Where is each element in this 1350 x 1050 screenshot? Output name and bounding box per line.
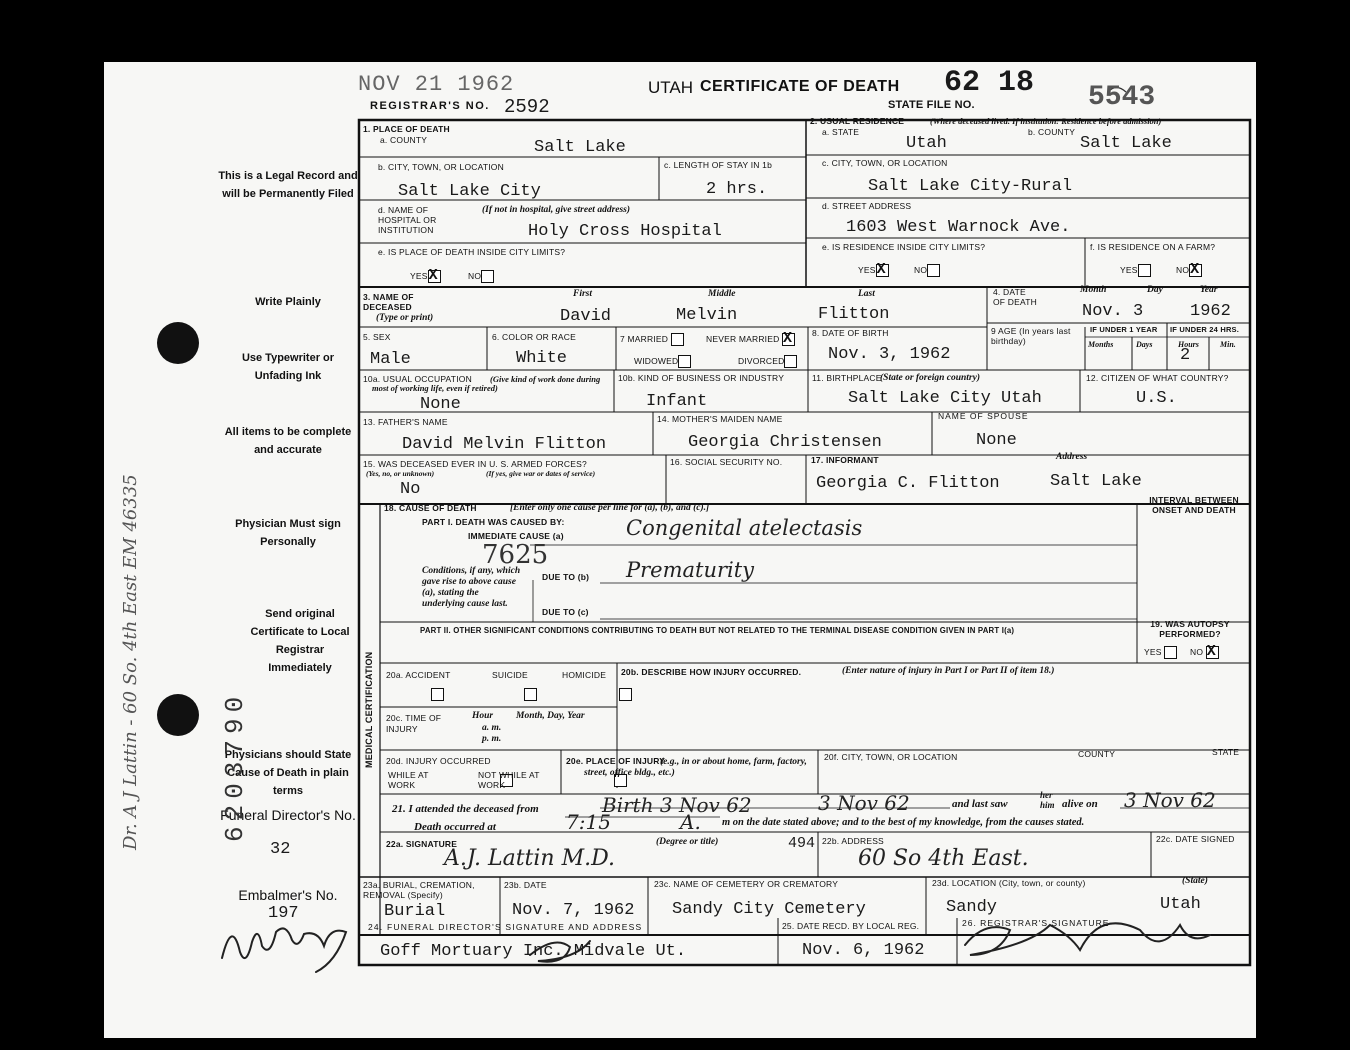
margin-note-physician: Physician Must sign Personally <box>235 518 341 548</box>
farm-yes[interactable] <box>1120 264 1151 277</box>
race: White <box>516 349 568 368</box>
last-label: Last <box>858 289 875 299</box>
handwritten-physician-note: Dr. A J Lattin - 60 So. 4th East EM 46335 <box>120 474 141 850</box>
never-married-option[interactable] <box>706 333 795 346</box>
length-of-stay: 2 hrs. <box>706 180 768 199</box>
attended-from: Birth 3 Nov 62 <box>602 793 752 817</box>
month-day-year-label: Month, Day, Year <box>516 711 585 721</box>
residence-inside-city-label: e. IS RESIDENCE INSIDE CITY LIMITS? <box>822 242 986 252</box>
am-label: a. m. <box>482 723 502 733</box>
first-name: David <box>560 307 612 326</box>
physician-address-label: 22b. ADDRESS <box>822 836 884 846</box>
death-inside-no[interactable] <box>468 270 494 283</box>
state-file-label: STATE FILE NO. <box>888 99 975 111</box>
yes-checkbox[interactable] <box>428 270 441 283</box>
cause-of-death-note: [Enter only one cause per line for (a), (b), and (c).] <box>510 503 710 513</box>
margin-note-complete: All items to be complete and accurate <box>224 426 352 456</box>
alive-on-label: alive on <box>1062 798 1098 810</box>
embalmer-no: 197 <box>268 904 299 923</box>
funeral-director-no: 32 <box>270 840 291 859</box>
state-file-prefix: 62 18 <box>944 66 1035 100</box>
widowed-option[interactable] <box>634 355 691 368</box>
date-signed-label: 22c. DATE SIGNED <box>1156 834 1235 844</box>
funeral-director: Goff Mortuary Inc. Midvale Ut. <box>380 942 687 961</box>
age-label: 9 AGE (In years last birthday) <box>991 326 1071 346</box>
place-of-injury-label: 20e. PLACE OF INJURY <box>566 756 666 766</box>
no-label: NO <box>1176 264 1190 275</box>
no-label: NO <box>914 264 928 275</box>
citizen-label: 12. CITIZEN OF WHAT COUNTRY? <box>1086 373 1229 383</box>
widowed-checkbox[interactable] <box>678 355 691 368</box>
burial-state: Utah <box>1160 895 1201 914</box>
cemetery-label: 23c. NAME OF CEMETERY OR CREMATORY <box>654 879 839 889</box>
middle-label: Middle <box>708 289 736 299</box>
married-option[interactable] <box>620 333 684 346</box>
physician-signature: A.J. Lattin M.D. <box>444 846 615 871</box>
informant-address-label: Address <box>1056 452 1088 462</box>
cemetery: Sandy City Cemetery <box>672 900 866 919</box>
residence-county: Salt Lake <box>1080 134 1172 153</box>
date-of-birth: Nov. 3, 1962 <box>828 345 951 364</box>
first-label: First <box>573 289 593 299</box>
received-date-stamp: NOV 21 1962 <box>358 72 515 97</box>
pm-label: p. m. <box>482 734 502 744</box>
age-hours: 2 <box>1180 346 1191 365</box>
residence-city: Salt Lake City-Rural <box>868 177 1073 196</box>
vertical-record-number: 6203790 <box>220 690 250 842</box>
homicide-label: HOMICIDE <box>562 670 607 680</box>
place-of-injury-note: (e.g., in or about home, farm, factory, street, office bldg., etc.) <box>584 757 807 778</box>
months-label: Months <box>1088 340 1114 349</box>
not-while-at-work-label: NOT WHILE AT WORK <box>478 770 540 790</box>
last-name: Flitton <box>818 305 890 324</box>
burial-location: Sandy <box>946 898 998 917</box>
armed-forces-note-2: (If yes, give war or dates of service) <box>486 469 596 478</box>
immediate-cause: Congenital atelectasis <box>626 516 863 540</box>
birthplace-label: 11. BIRTHPLACE <box>812 373 882 383</box>
burial-date-label: 23b. DATE <box>504 880 547 890</box>
no-label: NO <box>1190 646 1204 657</box>
burial-label: 23a. BURIAL, CREMATION, REMOVAL (Specify) <box>363 880 475 900</box>
interval-label: INTERVAL BETWEEN ONSET AND DEATH <box>1149 495 1239 515</box>
margin-note-legal: This is a Legal Record and will be Permanently Filed <box>218 170 358 200</box>
informant-label: 17. INFORMANT <box>811 455 879 465</box>
burial-location-label: 23d. LOCATION (City, town, or county) <box>932 878 1086 888</box>
death-inside-city-label: e. IS PLACE OF DEATH INSIDE CITY LIMITS? <box>378 247 566 257</box>
occupation-label: 10a. USUAL OCCUPATION <box>363 374 472 384</box>
funeral-director-label: 24. FUNERAL DIRECTOR'S SIGNATURE AND ADDRESS <box>368 922 643 932</box>
business: Infant <box>646 392 708 411</box>
yes-label: YES <box>1144 646 1162 657</box>
injury-county-label: COUNTY <box>1078 749 1116 759</box>
spouse-label: NAME OF SPOUSE <box>938 411 1029 421</box>
hospital-name: Holy Cross Hospital <box>528 222 722 241</box>
yes-checkbox[interactable] <box>876 264 889 277</box>
never-married-checkbox[interactable] <box>782 333 795 346</box>
place-of-death-label: 1. PLACE OF DEATH <box>363 124 450 134</box>
injury-state-label: STATE <box>1212 747 1240 757</box>
autopsy-yes[interactable] <box>1144 646 1177 659</box>
hours-label: Hours <box>1178 340 1199 349</box>
accident-checkbox[interactable] <box>431 688 444 701</box>
usual-residence-label: 2. USUAL RESIDENCE <box>810 116 905 126</box>
title-state: UTAH <box>648 78 694 97</box>
yes-label: YES <box>410 270 428 281</box>
business-label: 10b. KIND OF BUSINESS OR INDUSTRY <box>618 373 785 383</box>
date-received: Nov. 6, 1962 <box>802 941 925 960</box>
him-her-label: her him <box>1040 790 1055 810</box>
armed-forces: No <box>400 480 421 499</box>
spouse: None <box>976 431 1017 450</box>
hospital-note: (If not in hospital, give street address) <box>482 205 631 215</box>
medical-certification-label: MEDICAL CERTIFICATION <box>364 651 374 768</box>
race-label: 6. COLOR OR RACE <box>492 332 576 342</box>
injury-description-label: 20b. DESCRIBE HOW INJURY OCCURRED. <box>621 667 802 677</box>
deceased-name-label: 3. NAME OF DECEASED <box>363 292 414 312</box>
residence-city-label: c. CITY, TOWN, OR LOCATION <box>822 158 948 168</box>
accident-label: 20a. ACCIDENT <box>386 670 451 680</box>
sex-label: 5. SEX <box>363 332 391 342</box>
death-city-label: b. CITY, TOWN, OR LOCATION <box>378 162 504 172</box>
day-label: Day <box>1147 285 1163 295</box>
never-married-label: NEVER MARRIED <box>706 333 780 344</box>
informant: Georgia C. Flitton <box>816 474 1000 493</box>
autopsy-label: 19. WAS AUTOPSY PERFORMED? <box>1150 619 1230 639</box>
no-checkbox[interactable] <box>481 270 494 283</box>
farm-no[interactable] <box>1176 264 1202 277</box>
cause-of-death-label: 18. CAUSE OF DEATH <box>384 503 477 513</box>
residence-inside-no[interactable] <box>914 264 940 277</box>
certificate-title: CERTIFICATE OF DEATH <box>700 78 900 95</box>
conditions-note: Conditions, if any, which gave rise to above cause (a), stating the underlying cause last. <box>422 566 521 609</box>
margin-note-cause: Physicians should State Cause of Death in plain terms <box>224 749 352 797</box>
burial-state-label: (State) <box>1182 876 1208 886</box>
birthplace: Salt Lake City Utah <box>848 389 1042 408</box>
informant-address: Salt Lake <box>1050 472 1142 491</box>
armed-forces-label: 15. WAS DECEASED EVER IN U. S. ARMED FORCES? <box>363 459 587 469</box>
min-label: Min. <box>1220 340 1236 349</box>
death-occurred-label: Death occurred at <box>414 821 496 833</box>
death-city: Salt Lake City <box>398 182 541 201</box>
citizen: U.S. <box>1136 389 1177 408</box>
injury-city-label: 20f. CITY, TOWN, OR LOCATION <box>824 752 958 762</box>
birthplace-note: (State or foreign country) <box>880 373 981 383</box>
death-county-label: a. COUNTY <box>380 135 428 145</box>
father-label: 13. FATHER'S NAME <box>363 417 448 427</box>
residence-county-label: b. COUNTY <box>1028 127 1076 137</box>
no-label: NO <box>468 270 482 281</box>
father-name: David Melvin Flitton <box>402 435 607 454</box>
occupation-note: (Give kind of work done during most of working life, even if retired) <box>372 374 601 393</box>
part-two-label: PART II. OTHER SIGNIFICANT CONDITIONS CONTRIBUTING TO DEATH BUT NOT RELATED TO THE TERMINAL DISEASE CONDITION GIVEN IN PART I(a) <box>420 626 1015 635</box>
state-file-no: 5543 <box>1088 82 1156 113</box>
embalmer-label: Embalmer's No. <box>238 887 338 903</box>
date-of-death: Nov. 3 <box>1082 302 1144 321</box>
hour-label: Hour <box>472 711 494 721</box>
death-occurred-time: 7:15 <box>566 810 611 834</box>
suicide-checkbox[interactable] <box>524 688 537 701</box>
funeral-director-label: Funeral Director's No. <box>220 807 356 823</box>
divorced-label: DIVORCED <box>738 355 785 366</box>
no-checkbox[interactable] <box>1206 646 1219 659</box>
residence-inside-yes[interactable] <box>858 264 889 277</box>
death-county: Salt Lake <box>534 138 626 157</box>
registrar-signature-label: 26. REGISTRAR'S SIGNATURE <box>962 918 1110 928</box>
while-at-work-label: WHILE AT WORK <box>388 770 429 790</box>
no-checkbox[interactable] <box>927 264 940 277</box>
homicide-checkbox[interactable] <box>619 688 632 701</box>
date-of-birth-label: 8. DATE OF BIRTH <box>812 328 889 338</box>
mother-name: Georgia Christensen <box>688 433 882 452</box>
yes-checkbox[interactable] <box>1164 646 1177 659</box>
length-of-stay-label: c. LENGTH OF STAY IN 1b <box>664 160 773 170</box>
margin-note-send: Send original Certificate to Local Registrar Immediately <box>250 608 350 674</box>
attended-to: 3 Nov 62 <box>818 791 910 815</box>
widowed-label: WIDOWED <box>634 355 679 366</box>
yes-label: YES <box>1120 264 1138 275</box>
under-one-year-label: IF UNDER 1 YEAR <box>1090 325 1158 334</box>
year-label: Year <box>1200 285 1218 295</box>
attended-label: 21. I attended the deceased from <box>392 803 539 815</box>
farm-label: f. IS RESIDENCE ON A FARM? <box>1090 242 1216 252</box>
injury-occurred-label: 20d. INJURY OCCURRED <box>386 756 491 766</box>
suicide-label: SUICIDE <box>492 670 528 680</box>
margin-note-typewriter: Use Typewriter or Unfading Ink <box>241 352 335 382</box>
burial: Burial <box>384 902 446 921</box>
death-inside-yes[interactable] <box>410 270 441 283</box>
days-label: Days <box>1136 340 1153 349</box>
mother-label: 14. MOTHER'S MAIDEN NAME <box>657 414 783 424</box>
burial-date: Nov. 7, 1962 <box>512 901 635 920</box>
occupation: None <box>420 395 461 414</box>
autopsy-no[interactable] <box>1190 646 1219 659</box>
cause-code: 7625 <box>482 540 549 570</box>
street-address: 1603 West Warnock Ave. <box>846 218 1071 237</box>
married-label: 7 MARRIED <box>620 333 669 344</box>
residence-state-label: a. STATE <box>822 127 860 137</box>
death-occurred-statement: m on the date stated above; and to the best of my knowledge, from the causes stated. <box>722 817 1085 828</box>
due-to-b: Prematurity <box>626 558 755 582</box>
signature-code: 494 <box>788 835 816 852</box>
usual-residence-note: (Where deceased lived. If institution: Residence before admission) <box>930 116 1162 126</box>
month-label: Month <box>1080 285 1107 295</box>
street-address-label: d. STREET ADDRESS <box>822 201 912 211</box>
injury-description-note: (Enter nature of injury in Part I or Part II of item 18.) <box>842 666 1055 676</box>
divorced-option[interactable] <box>738 355 797 368</box>
date-of-death-label: 4. DATE OF DEATH <box>993 287 1037 307</box>
yes-checkbox[interactable] <box>1138 264 1151 277</box>
registrar-no-label: REGISTRAR'S NO. <box>370 100 490 112</box>
degree-label: (Degree or title) <box>656 837 719 847</box>
divorced-checkbox[interactable] <box>784 355 797 368</box>
signature-label: 22a. SIGNATURE <box>386 839 458 849</box>
due-to-b-label: DUE TO (b) <box>542 572 590 582</box>
death-year: 1962 <box>1190 302 1231 321</box>
yes-label: YES <box>858 264 876 275</box>
physician-address: 60 So 4th East. <box>858 846 1029 871</box>
sex: Male <box>370 350 411 369</box>
alive-on: 3 Nov 62 <box>1124 788 1216 812</box>
margin-note-write-plainly: Write Plainly <box>255 296 321 308</box>
date-received-label: 25. DATE RECD. BY LOCAL REG. <box>782 921 920 931</box>
time-of-injury-label: 20c. TIME OF INJURY <box>386 713 442 734</box>
registrar-no: 2592 <box>504 96 550 118</box>
middle-name: Melvin <box>676 306 738 325</box>
under-24-hrs-label: IF UNDER 24 HRS. <box>1170 325 1240 334</box>
hospital-label: d. NAME OF HOSPITAL OR INSTITUTION <box>378 205 437 235</box>
armed-forces-note: (Yes, no, or unknown) <box>366 469 435 478</box>
due-to-c-label: DUE TO (c) <box>542 607 589 617</box>
no-checkbox[interactable] <box>1189 264 1202 277</box>
ssn-label: 16. SOCIAL SECURITY NO. <box>670 457 783 467</box>
deceased-name-note: (Type or print) <box>376 313 434 323</box>
married-checkbox[interactable] <box>671 333 684 346</box>
residence-state: Utah <box>906 134 947 153</box>
death-occurred-ampm: A. <box>680 810 701 834</box>
last-saw-label: and last saw <box>952 798 1008 810</box>
immediate-cause-label: IMMEDIATE CAUSE (a) <box>468 531 564 541</box>
part-one-label: PART I. DEATH WAS CAUSED BY: <box>422 517 565 527</box>
